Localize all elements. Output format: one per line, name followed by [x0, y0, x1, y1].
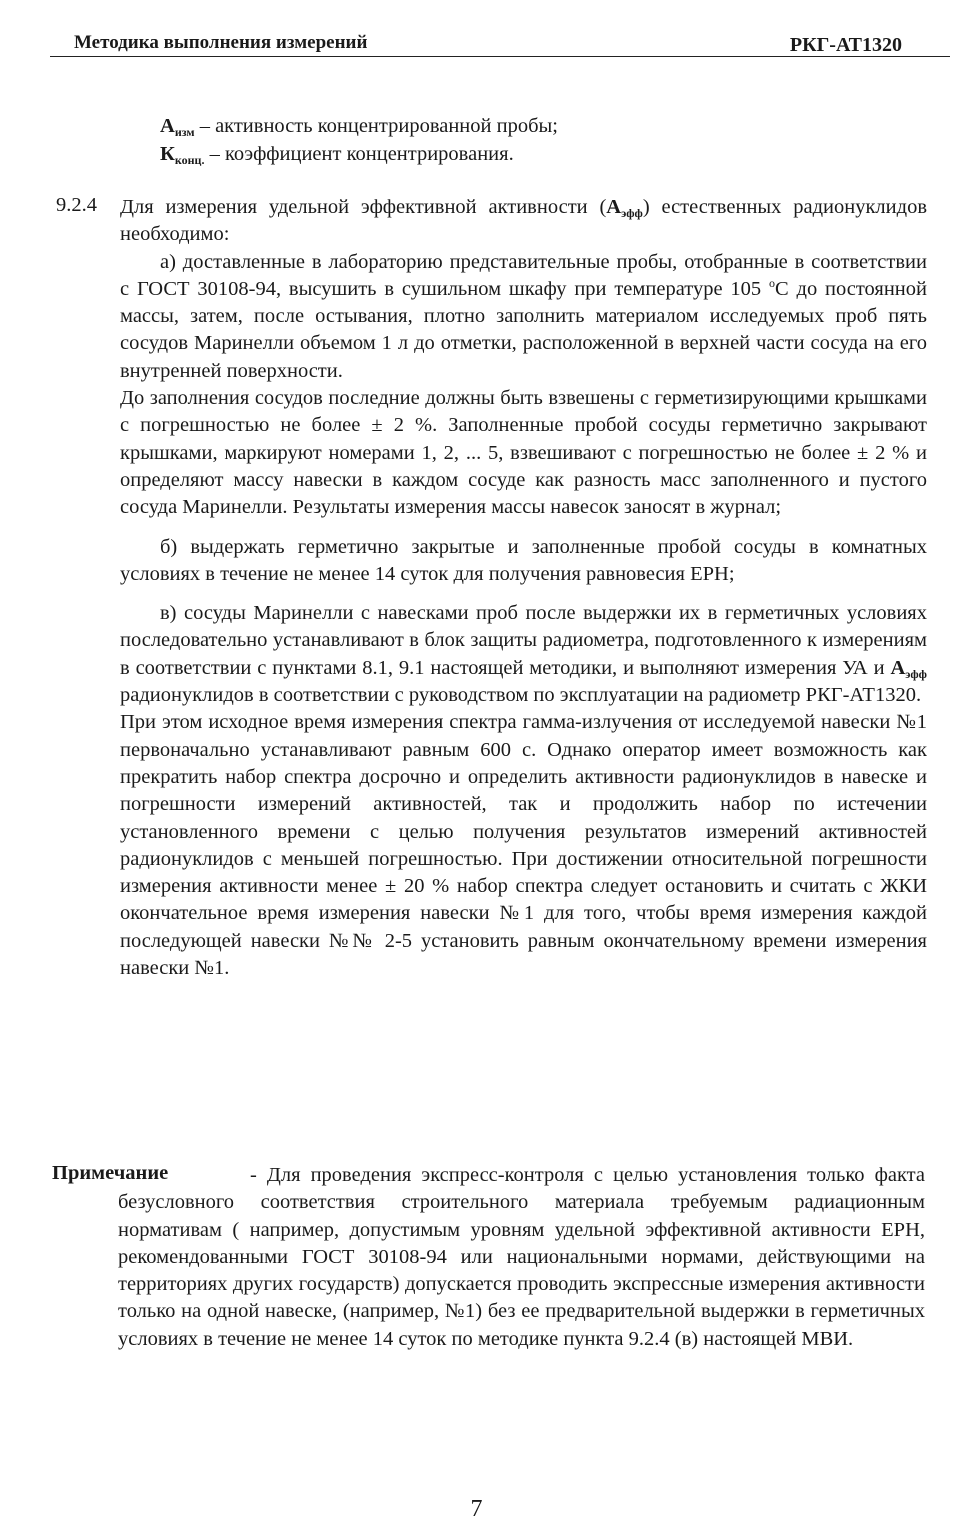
symbol: К	[160, 143, 175, 165]
symbol: А	[890, 656, 906, 679]
item-c-text-end: радионуклидов в соответствии с руководством по эксплуатации на радиометр РКГ-АТ1320.	[120, 684, 922, 707]
item-a-continued: До заполнения сосудов последние должны быть взвешены с герметизирующими крышками с погрешностью не более ± 2 %. Заполненные пробой сосуды герметично закрывают крышками, маркируют номерами 1, 2, ... 5, взвешивают с погрешностью не более ± 2 % и определяют массу навески в каждом сосуде как разность масс заполненного и пустого сосуда Маринелли. Результаты измерения массы навесок заносят в журнал;	[120, 387, 927, 519]
definition-text: – активность концентрированной пробы;	[194, 115, 558, 137]
section-number: 9.2.4	[56, 194, 97, 216]
intro-text-end: ) естественных радионуклидов необходимо:	[120, 196, 927, 246]
symbol: А	[160, 115, 175, 137]
item-a	[120, 249, 927, 385]
intro-text: Для измерения удельной эффективной активности (	[120, 196, 607, 218]
page-number: 7	[470, 1496, 483, 1522]
definition-text: – коэффициент концентрирования.	[204, 143, 514, 165]
symbol-subscript: изм	[174, 125, 195, 139]
section-body	[120, 194, 927, 982]
note-content: - Для проведения экспресс-контроля с целью установления только факта безусловного соответствия строительного материала требуемым радиационным нормативам ( например, допустимым уровням удельной эффективной активности ЕРН, рекомендованными ГОСТ 30108-94 или национальными нормами, действующими на территориях других государств) допускается проводить экспрессные измерения активности только на одной навеске, (например, №1) без ее предварительной выдержки в герметичных условиях в течение не менее 14 суток по методике пункта 9.2.4 (в) настоящей МВИ.	[118, 1164, 925, 1350]
header-device: РКГ-АТ1320	[789, 34, 902, 56]
item-a-text: а) доставленные в лабораторию представительные пробы, отобранные в соответствии с ГОСТ 30108-94, высушить в сушильном шкафу при температуре 105	[120, 250, 927, 300]
page-header	[50, 24, 950, 57]
symbol: А	[606, 196, 622, 218]
header-title: Методика выполнения измерений	[74, 32, 368, 53]
item-a-text-end: С до постоянной массы, затем, после остывания, плотно заполнить материалом исследуемых проб пять сосудов Маринелли объемом 1 л до отметки, расположенной в верхней части сосуда на его внутренней поверхности.	[120, 277, 928, 382]
item-c-continued: При этом исходное время измерения спектра гамма-излучения от исследуемой навески №1 первоначально устанавливают равным 600 с. Однако оператор имеет возможность как прекратить набор спектра досрочно и определить активности радионуклидов в навеске и погрешности измерений активностей, так и продолжить набор по истечении установленного времени с целью получения результатов измерений активностей радионуклидов с меньшей погрешностью. При достижении относительной погрешности измерения активности менее ± 20 % набор спектра следует остановить и считать с ЖКИ окончательное время измерения навески №1 для того, чтобы время измерения каждой последующей навески №№ 2-5 установить равным окончательному времени измерения навески №1.	[120, 711, 927, 980]
symbol-subscript: конц.	[174, 153, 205, 167]
degree-mark: о	[769, 275, 775, 290]
definitions-list	[160, 112, 920, 168]
definition-item	[160, 140, 920, 168]
note-text	[118, 1162, 925, 1353]
note-label: Примечание	[52, 1162, 169, 1184]
section-intro	[120, 194, 927, 249]
symbol-subscript: эфф	[905, 666, 927, 681]
item-c-text: в) сосуды Маринелли с навесками проб после выдержки их в герметичных условиях последовательно устанавливают в блок защиты радиометра, подготовленного к измерениям в соответствии с пунктами 8.1, 9.1 настоящей методики, и выполняют измерения УА и	[120, 602, 927, 679]
note-body	[118, 1162, 925, 1353]
definition-item	[160, 112, 920, 140]
symbol-subscript: эфф	[621, 206, 643, 220]
item-c	[120, 600, 927, 709]
item-b: б) выдержать герметично закрытые и заполненные пробой сосуды в комнатных условиях в течение не менее 14 суток для получения равновесия ЕРН;	[120, 535, 927, 585]
